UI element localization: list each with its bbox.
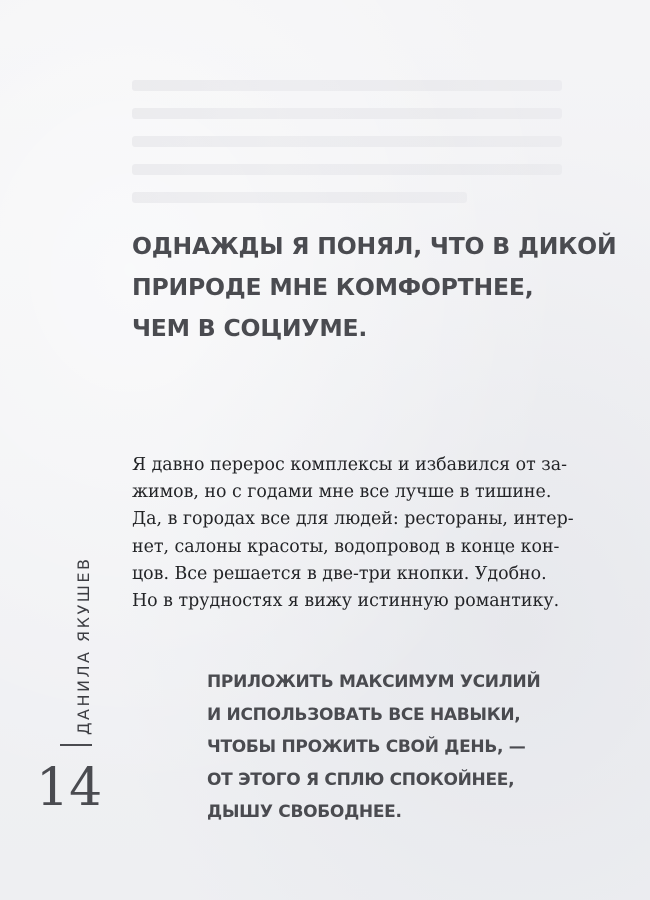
headline-line: ЧЕМ В СОЦИУМЕ. (132, 314, 368, 342)
body-paragraph (132, 452, 574, 615)
body-line: цов. Все решается в две-три кнопки. Удобно. (132, 563, 547, 584)
show-through-line (132, 80, 562, 91)
page-number: 14 (36, 758, 103, 818)
quote-line: ДЫШУ СВОБОДНЕЕ. (207, 802, 402, 822)
headline-line: ОДНАЖДЫ Я ПОНЯЛ, ЧТО В ДИКОЙ (132, 232, 617, 260)
body-line: жимов, но с годами мне все лучше в тишине. (132, 482, 552, 503)
body-line: нет, салоны красоты, водопровод в конце кон- (132, 536, 560, 557)
headline-line: ПРИРОДЕ МНЕ КОМФОРТНЕЕ, (132, 273, 534, 301)
show-through-line (132, 136, 562, 147)
show-through-line (132, 164, 562, 175)
author-name: ДАНИЛА ЯКУШЕВ (74, 556, 93, 735)
show-through-line (132, 192, 467, 203)
body-line: Да, в городах все для людей: рестораны, интер- (132, 509, 574, 530)
show-through-line (132, 108, 562, 119)
show-through-text (132, 80, 562, 220)
divider (60, 744, 92, 746)
quote-line: ПРИЛОЖИТЬ МАКСИМУМ УСИЛИЙ (207, 672, 541, 692)
quote-line: ЧТОБЫ ПРОЖИТЬ СВОЙ ДЕНЬ, — (207, 737, 526, 757)
pull-quote (207, 666, 567, 829)
body-line: Я давно перерос комплексы и избавился от за- (132, 455, 568, 475)
body-line: Но в трудностях я вижу истинную романтику. (132, 591, 560, 612)
quote-line: ОТ ЭТОГО Я СПЛЮ СПОКОЙНЕЕ, (207, 769, 515, 790)
headline (132, 226, 617, 349)
quote-line: И ИСПОЛЬЗОВАТЬ ВСЕ НАВЫКИ, (207, 704, 521, 725)
